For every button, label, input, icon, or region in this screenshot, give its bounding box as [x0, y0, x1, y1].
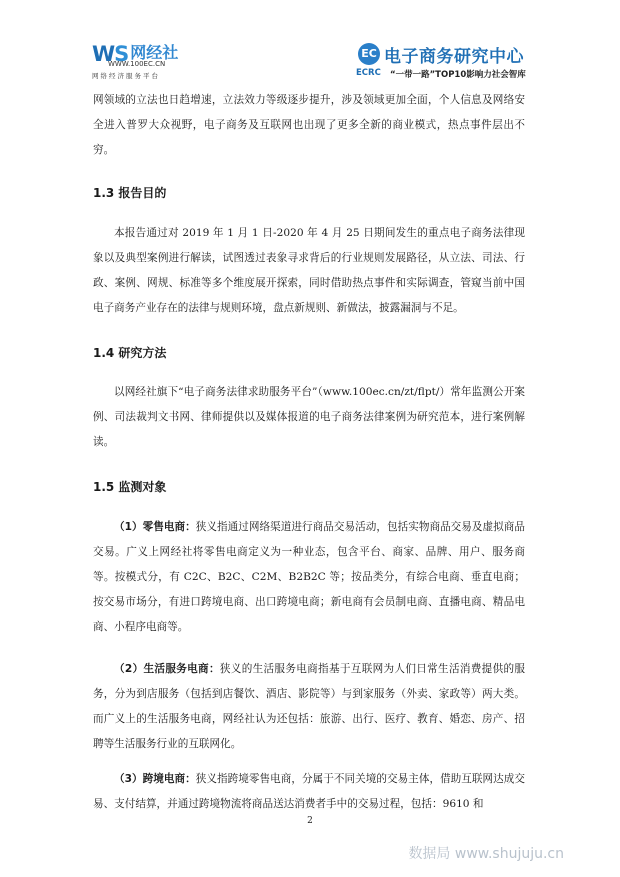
target-item-crossborder — [93, 767, 525, 817]
page-number: 2 — [307, 816, 313, 826]
target-item-label: （1）零售电商： — [114, 521, 196, 533]
target-item-body: 狭义指跨境零售电商，分属于不同关境的交易主体，借助互联网达成交易、支付结算，并通过跨境物流将商品送达消费者手中的交易过程，包括：9610 和 — [93, 773, 526, 810]
page-header — [0, 0, 620, 82]
100ec-logo-tagline: 网络经济服务平台 — [92, 72, 160, 80]
ecrc-logo-title: 电子商务研究中心 — [384, 47, 524, 67]
ws-logo-mark: WS — [92, 42, 129, 66]
target-item-life-service — [93, 657, 525, 757]
target-item-label: （3）跨境电商： — [114, 773, 196, 785]
100ec-logo-name: 网经社 — [130, 43, 179, 62]
target-item-body: 狭义的生活服务电商指基于互联网为人们日常生活消费提供的服务，分为到店服务（包括到店餐饮、酒店、影院等）与到家服务（外卖、家政等）两大类。而广义上的生活服务电商，网经社认为还包括：旅游、出行、医疗、教育、婚恋、房产、招聘等生活服务行业的互联网化。 — [93, 663, 526, 750]
100ec-logo-url: WWW.100EC.CN — [108, 60, 166, 68]
ecrc-logo — [356, 40, 536, 82]
section-heading-purpose: 1.3 报告目的 — [93, 186, 167, 200]
section-body-method: 以网经社旗下“电子商务法律求助服务平台”（www.100ec.cn/zt/flpt/）常年监测公开案例、司法裁判文书网、律师提供以及媒体报道的电子商务法律案例为研究范本，进行案例解读。 — [93, 386, 525, 448]
section-heading-method: 1.4 研究方法 — [93, 346, 167, 360]
ecrc-logo-subtitle: “一带一路”TOP10影响力社会智库 — [390, 70, 526, 80]
100ec-logo — [92, 42, 179, 80]
target-item-label: （2）生活服务电商： — [114, 663, 220, 675]
ecrc-badge-icon: EC — [358, 43, 380, 65]
document-body — [93, 88, 525, 817]
intro-paragraph: 网领域的立法也日趋增速，立法效力等级逐步提升，涉及领域更加全面，个人信息及网络安全进入普罗大众视野，电子商务及互联网也出现了更多全新的商业模式，热点事件层出不穷。 — [93, 94, 525, 156]
section-heading-targets: 1.5 监测对象 — [93, 480, 167, 494]
target-item-body: 狭义指通过网络渠道进行商品交易活动，包括实物商品交易及虚拟商品交易。广义上网经社将零售电商定义为一种业态，包含平台、商家、品牌、用户、服务商等。按模式分，有 C2C、B2C、C2M、B2B2C 等；按品类分，有综合电商、垂直电商；按交易市场分，有进口跨境电商、出口跨境电商；新电商有会员制电商、直播电商、精品电商、小程序电商等。 — [93, 521, 526, 633]
ecrc-logo-abbr: ECRC — [356, 68, 381, 78]
target-item-retail — [93, 515, 525, 640]
section-body-purpose: 本报告通过对 2019 年 1 月 1 日-2020 年 4 月 25 日期间发生的重点电子商务法律现象以及典型案例进行解读，试图透过表象寻求背后的行业规则发展路径，从立法、司法、行政、案例、网规、标准等多个维度展开探索，同时借助热点事件和实际调查，管窥当前中国电子商务产业存在的法律与规则环境，盘点新规则、新做法，披露漏洞与不足。 — [93, 227, 525, 314]
watermark: 数据局 www.shujuju.cn — [408, 846, 564, 862]
